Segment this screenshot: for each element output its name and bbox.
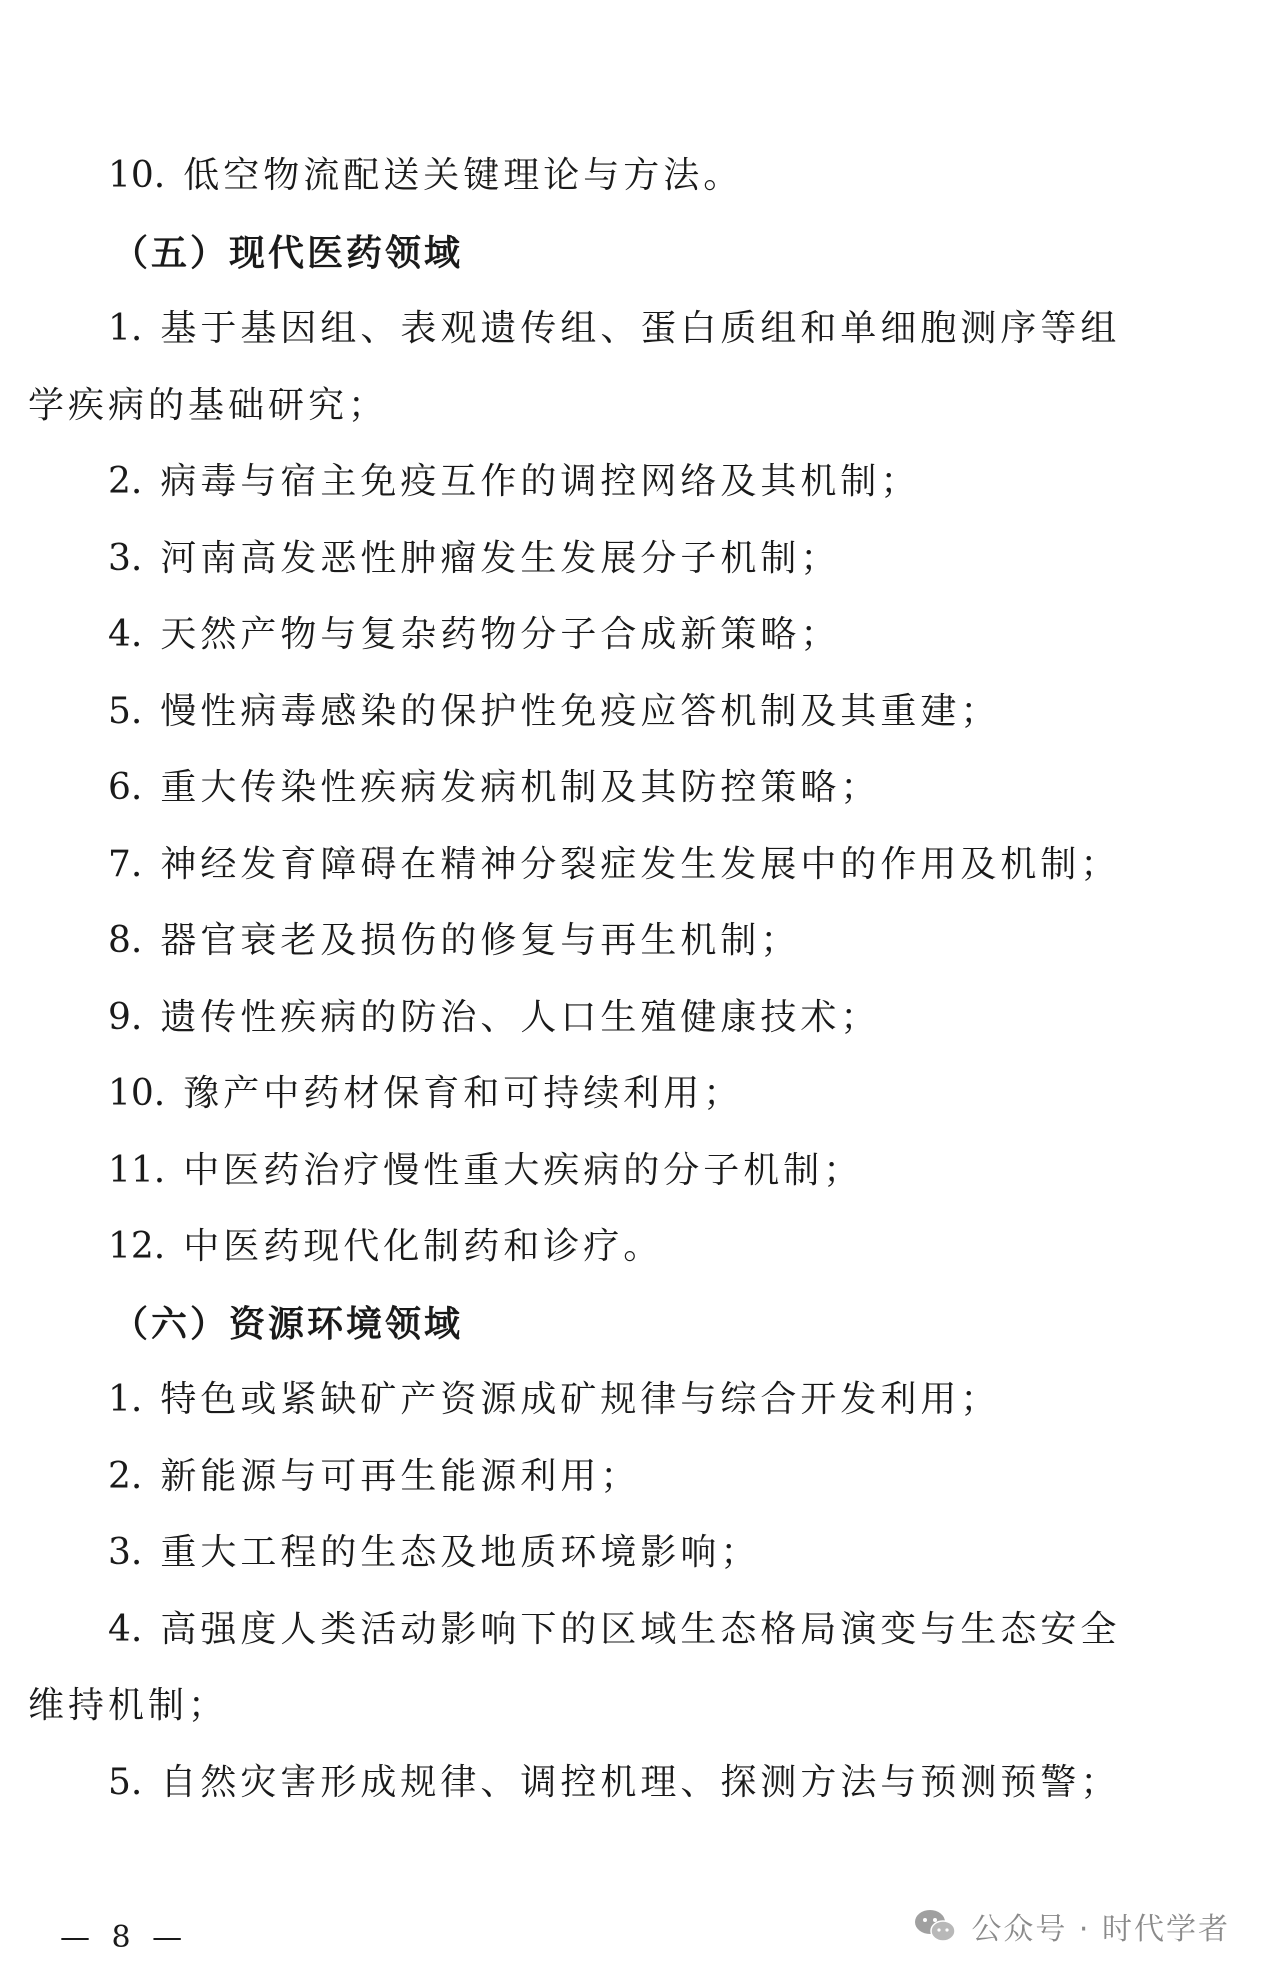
list-item <box>0 903 1280 979</box>
list-item-number: 3. <box>108 537 143 579</box>
list-item <box>0 1362 1280 1438</box>
watermark <box>913 1904 1230 1948</box>
list-item-text: 豫产中药材保育和可持续利用； <box>183 1073 744 1114</box>
list-item <box>0 138 1280 214</box>
list-item-text: 慢性病毒感染的保护性免疫应答机制及其重建； <box>160 690 1001 732</box>
list-item <box>0 444 1280 520</box>
list-item-number: 5. <box>108 690 143 732</box>
list-item-number: 4. <box>108 614 143 655</box>
list-item-text: 基于基因组、表观遗传组、蛋白质组和单细胞测序等组 <box>160 308 1121 349</box>
section-heading: （五）现代医药领域 <box>112 231 464 274</box>
list-item-number: 4. <box>108 1608 143 1650</box>
list-item-continuation: 维持机制； <box>28 1685 229 1726</box>
list-item-text: 神经发育障碍在精神分裂症发生发展中的作用及机制； <box>160 843 1121 885</box>
list-item-number: 8. <box>108 920 143 961</box>
list-item-number: 5. <box>108 1761 143 1803</box>
list-item-number: 11. <box>108 1149 166 1191</box>
wechat-icon <box>913 1908 957 1944</box>
list-item-text: 新能源与可再生能源利用； <box>160 1455 641 1497</box>
list-item <box>0 1515 1280 1591</box>
list-item-number: 10. <box>108 155 166 196</box>
list-item <box>0 1209 1280 1285</box>
page-number: — 8 — <box>60 1920 189 1955</box>
watermark-text: 公众号 · 时代学者 <box>971 1912 1230 1947</box>
list-item-text: 中医药现代化制药和诊疗。 <box>183 1226 664 1267</box>
list-item-number: 1. <box>108 1379 143 1420</box>
list-item <box>0 980 1280 1056</box>
list-item <box>0 1133 1280 1209</box>
list-item-text: 重大传染性疾病发病机制及其防控策略； <box>160 767 881 808</box>
list-item <box>0 521 1280 597</box>
list-item-number: 7. <box>108 843 143 885</box>
list-item <box>0 291 1280 367</box>
list-item-text: 低空物流配送关键理论与方法。 <box>183 155 744 196</box>
list-item-number: 3. <box>108 1532 143 1573</box>
list-item <box>0 827 1280 903</box>
list-item-text: 器官衰老及损伤的修复与再生机制； <box>160 920 801 961</box>
list-item-text: 病毒与宿主免疫互作的调控网络及其机制； <box>160 461 921 502</box>
list-item-number: 10. <box>108 1073 166 1114</box>
list-item <box>0 1745 1280 1821</box>
list-item-text: 天然产物与复杂药物分子合成新策略； <box>160 614 841 655</box>
list-item-number: 12. <box>108 1226 166 1267</box>
section-heading: （六）资源环境领域 <box>112 1302 464 1345</box>
list-item-continuation: 学疾病的基础研究； <box>28 384 389 426</box>
list-item-number: 2. <box>108 1455 143 1497</box>
list-item-text: 自然灾害形成规律、调控机理、探测方法与预测预警； <box>160 1761 1121 1803</box>
list-item-number: 9. <box>108 996 143 1038</box>
list-item <box>0 1592 1280 1668</box>
list-item <box>0 1056 1280 1132</box>
list-item <box>0 750 1280 826</box>
list-item-number: 2. <box>108 461 143 502</box>
list-item <box>0 674 1280 750</box>
list-item-text: 重大工程的生态及地质环境影响； <box>160 1532 761 1573</box>
list-item <box>0 597 1280 673</box>
list-item-number: 6. <box>108 767 143 808</box>
list-item-text: 遗传性疾病的防治、人口生殖健康技术； <box>160 996 881 1038</box>
list-item-text: 中医药治疗慢性重大疾病的分子机制； <box>183 1149 864 1191</box>
list-item-number: 1. <box>108 308 143 349</box>
list-item-text: 特色或紧缺矿产资源成矿规律与综合开发利用； <box>160 1379 1001 1420</box>
list-item <box>0 1439 1280 1515</box>
list-item-text: 高强度人类活动影响下的区域生态格局演变与生态安全 <box>160 1608 1121 1650</box>
list-item-text: 河南高发恶性肿瘤发生发展分子机制； <box>160 537 841 579</box>
